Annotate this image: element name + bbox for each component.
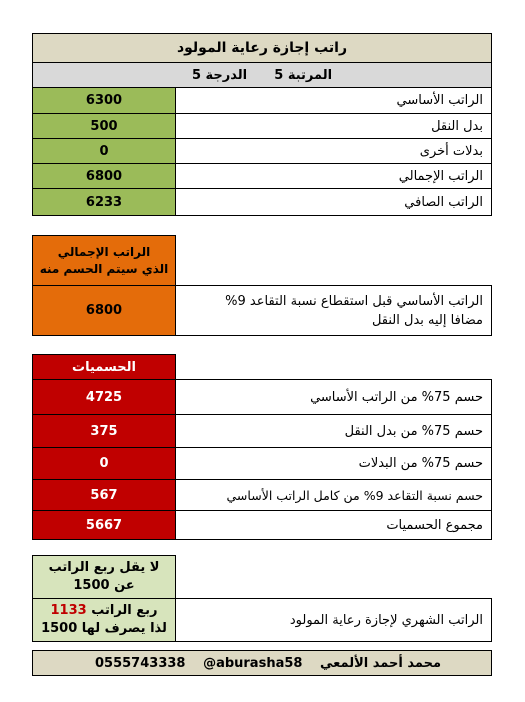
gross-header bbox=[32, 235, 176, 286]
gross-salary-value: 6800 bbox=[32, 163, 176, 189]
other-allowances-label: بدلات أخرى bbox=[175, 138, 492, 164]
quarter-salary-prefix: ربع الراتب bbox=[91, 603, 158, 618]
gross-value: 6800 bbox=[32, 285, 176, 336]
quarter-salary-line1 bbox=[51, 602, 158, 620]
deductions-header: الحسميات bbox=[32, 354, 176, 380]
deduction-allowances-label: حسم 75% من البدلات bbox=[175, 447, 492, 480]
deduction-retirement-value: 567 bbox=[32, 479, 176, 511]
grade-label: المرتبة 5 الدرجة 5 bbox=[32, 62, 492, 88]
deductions-total-label: مجموع الحسميات bbox=[175, 510, 492, 540]
basic-salary-value: 6300 bbox=[32, 87, 176, 114]
monthly-salary-label: الراتب الشهري لإجازة رعاية المولود bbox=[175, 598, 492, 642]
quarter-salary-cell bbox=[32, 598, 176, 642]
deduction-allowances-value: 0 bbox=[32, 447, 176, 480]
deduction-transport-value: 375 bbox=[32, 414, 176, 448]
gross-header-line1: الراتب الإجمالي bbox=[57, 244, 151, 259]
transport-allowance-label: بدل النقل bbox=[175, 113, 492, 139]
net-salary-label: الراتب الصافي bbox=[175, 188, 492, 216]
minimum-note bbox=[32, 555, 176, 599]
table-title: راتب إجازة رعاية المولود bbox=[32, 33, 492, 63]
gross-header-line2: الذي سيتم الحسم منه bbox=[39, 261, 169, 276]
footer-name: محمد أحمد الألمعي bbox=[320, 655, 441, 671]
footer-handle: @aburasha58 bbox=[203, 655, 303, 671]
gross-salary-label: الراتب الإجمالي bbox=[175, 163, 492, 189]
basic-salary-label: الراتب الأساسي bbox=[175, 87, 492, 114]
transport-allowance-value: 500 bbox=[32, 113, 176, 139]
deduction-transport-label: حسم 75% من بدل النقل bbox=[175, 414, 492, 448]
minimum-note-line1: لا يقل ربع الراتب bbox=[48, 560, 160, 575]
footer-bar bbox=[32, 650, 492, 676]
deduction-retirement-label: حسم نسبة التقاعد 9% من كامل الراتب الأساسي bbox=[175, 479, 492, 511]
deduction-basic-label: حسم 75% من الراتب الأساسي bbox=[175, 379, 492, 415]
gross-label bbox=[175, 285, 492, 336]
minimum-note-line2: عن 1500 bbox=[73, 578, 135, 593]
net-salary-value: 6233 bbox=[32, 188, 176, 216]
gross-label-line2: مضافا إليه بدل النقل bbox=[371, 312, 483, 328]
deduction-basic-value: 4725 bbox=[32, 379, 176, 415]
footer-phone: 0555743338 bbox=[95, 655, 186, 671]
quarter-salary-value: 1133 bbox=[50, 603, 87, 618]
gross-label-line1: الراتب الأساسي قبل استقطاع نسبة التقاعد 9% bbox=[225, 293, 483, 309]
quarter-salary-line2: لذا يصرف لها 1500 bbox=[41, 621, 167, 636]
other-allowances-value: 0 bbox=[32, 138, 176, 164]
deductions-total-value: 5667 bbox=[32, 510, 176, 540]
